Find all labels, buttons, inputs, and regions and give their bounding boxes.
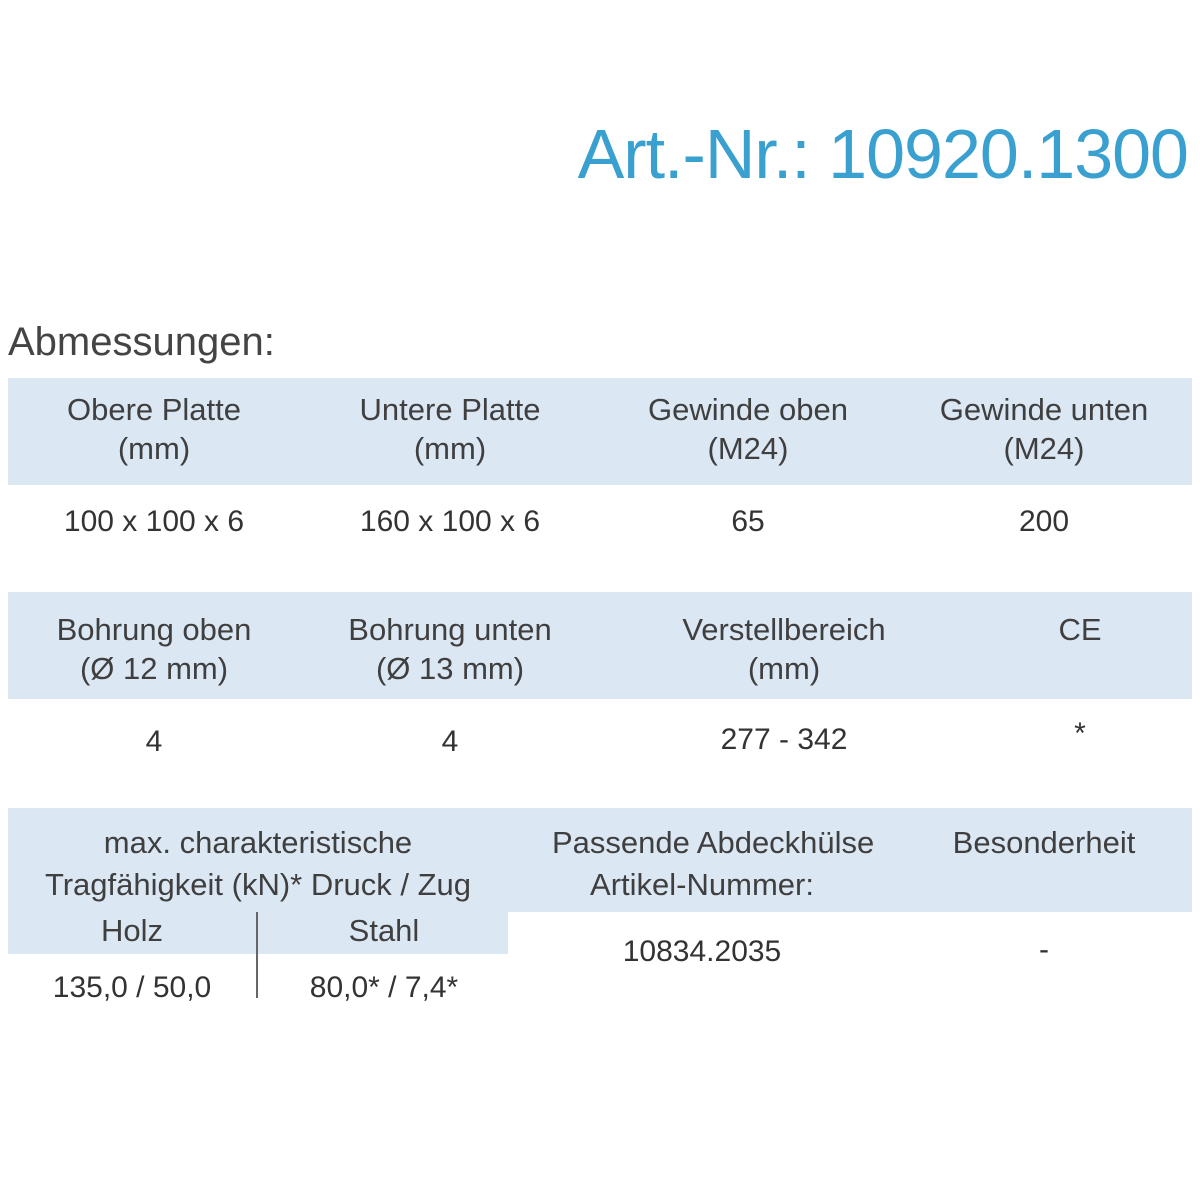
value-wood: 135,0 / 50,0 (52, 971, 212, 1004)
header-cover-sleeve (552, 822, 875, 906)
value-ce: * (1074, 717, 1086, 750)
header-thread-bottom (896, 390, 1192, 468)
article-number: Art.-Nr.: 10920.1300 (577, 115, 1188, 193)
header-adjustment-range (636, 610, 932, 688)
value-special-feature: - (1039, 933, 1049, 966)
header-unit: (M24) (1003, 431, 1085, 466)
value-thread-bottom: 200 (1018, 505, 1070, 538)
header-line: Untere Platte (359, 392, 541, 427)
header-unit: (mm) (413, 431, 487, 466)
header-unit: (Ø 13 mm) (375, 651, 525, 686)
value-adjustment-range: 277 - 342 (720, 723, 848, 756)
value-upper-plate: 100 x 100 x 6 (63, 505, 245, 538)
value-cover-sleeve: 10834.2035 (622, 935, 782, 968)
value-bore-bottom: 4 (441, 725, 459, 758)
header-unit: (mm) (747, 651, 821, 686)
header-line: max. charakteristische (103, 825, 413, 860)
header-line: CE (1058, 612, 1102, 647)
value-steel: 80,0* / 7,4* (309, 971, 459, 1004)
subheader-wood: Holz (100, 913, 163, 948)
header-line: Tragfähigkeit (kN)* Druck / Zug (44, 867, 472, 902)
header-line: Bohrung oben (56, 612, 252, 647)
header-line: Bohrung unten (348, 612, 552, 647)
header-line: Artikel-Nummer: (590, 867, 814, 902)
header-load-capacity (8, 822, 508, 906)
value-bore-top: 4 (145, 725, 163, 758)
header-line: Passende Abdeckhülse (552, 825, 875, 860)
header-unit: (mm) (117, 431, 191, 466)
header-thread-top (600, 390, 896, 468)
header-unit: (Ø 12 mm) (79, 651, 229, 686)
value-lower-plate: 160 x 100 x 6 (359, 505, 541, 538)
header-special-feature: Besonderheit (952, 825, 1136, 860)
column-divider (256, 912, 258, 998)
header-line: Gewinde unten (939, 392, 1149, 427)
header-bore-top (8, 610, 300, 688)
header-lower-plate (304, 390, 596, 468)
header-line: Verstellbereich (682, 612, 886, 647)
section-title: Abmessungen: (8, 320, 275, 364)
header-line: Gewinde oben (648, 392, 848, 427)
value-thread-top: 65 (731, 505, 765, 538)
header-bore-bottom (304, 610, 596, 688)
header-upper-plate (8, 390, 300, 468)
header-ce (960, 610, 1200, 649)
header-line: Obere Platte (66, 392, 242, 427)
header-unit: (M24) (707, 431, 789, 466)
subheader-steel: Stahl (348, 913, 420, 948)
